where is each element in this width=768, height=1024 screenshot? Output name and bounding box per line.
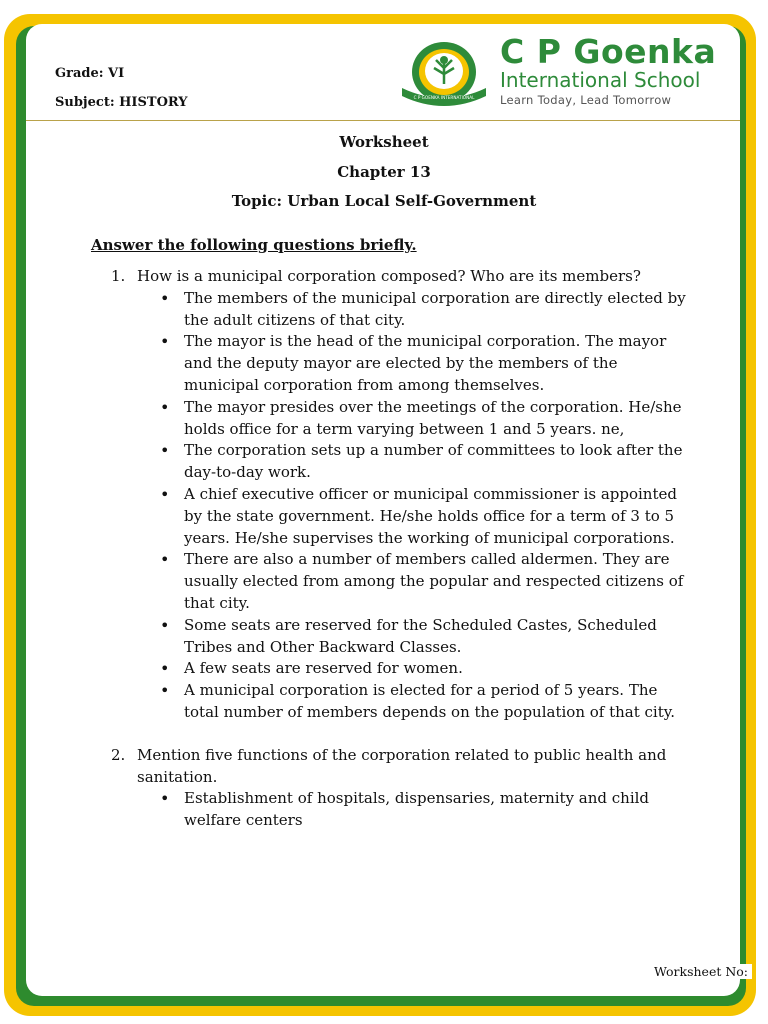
list-item: • The mayor presides over the meetings of the corporation. He/she holds office for a term varying between 1 and 5 years. ne, [160,397,688,441]
question-1 [88,266,688,288]
chapter-title: Chapter 13 [337,163,431,181]
questions-list [88,266,688,832]
school-logo-icon [400,38,488,106]
question-text: How is a municipal corporation composed? Who are its members? [137,267,641,285]
question-number: 1. [111,267,126,285]
worksheet-number-label: Worksheet No: [654,964,752,979]
answer-list-1 [88,288,688,724]
subject-label: Subject: HISTORY [55,95,188,110]
school-tagline: Learn Today, Lead Tomorrow [500,93,672,107]
question-text: Mention five functions of the corporation related to public health and sanitation. [137,745,667,786]
list-item: • A chief executive officer or municipal commissioner is appointed by the state government. He/she holds office for a term of 3 to 5 years. He/she supervises the working of municipal corporations. [160,484,688,549]
question-2 [88,745,688,789]
worksheet-title: Worksheet [339,133,429,151]
list-item: • The corporation sets up a number of committees to look after the day-to-day work. [160,440,688,484]
school-name: C P Goenka [500,32,717,71]
list-item: • A few seats are reserved for women. [160,658,688,680]
list-item: • Establishment of hospitals, dispensaries, maternity and child welfare centers [160,788,688,832]
grade-label: Grade: VI [55,66,125,81]
school-type: International School [500,68,701,92]
list-item: • The mayor is the head of the municipal corporation. The mayor and the deputy mayor are elected by the members of the municipal corporation from among themselves. [160,331,688,396]
list-item: • A municipal corporation is elected for a period of 5 years. The total number of members depends on the population of that city. [160,680,688,724]
list-item: • Some seats are reserved for the Scheduled Castes, Scheduled Tribes and Other Backward Classes. [160,615,688,659]
logo-ring-text: C P GOENKA INTERNATIONAL [413,95,475,100]
topic-title: Topic: Urban Local Self-Government [231,192,537,210]
list-item: • The members of the municipal corporation are directly elected by the adult citizens of that city. [160,288,688,332]
list-item: • There are also a number of members called aldermen. They are usually elected from among the popular and respected citizens of that city. [160,549,688,614]
header-divider [26,120,740,121]
instruction-heading: Answer the following questions briefly. [91,236,417,254]
question-number: 2. [111,745,126,764]
answer-list-2 [88,788,688,832]
